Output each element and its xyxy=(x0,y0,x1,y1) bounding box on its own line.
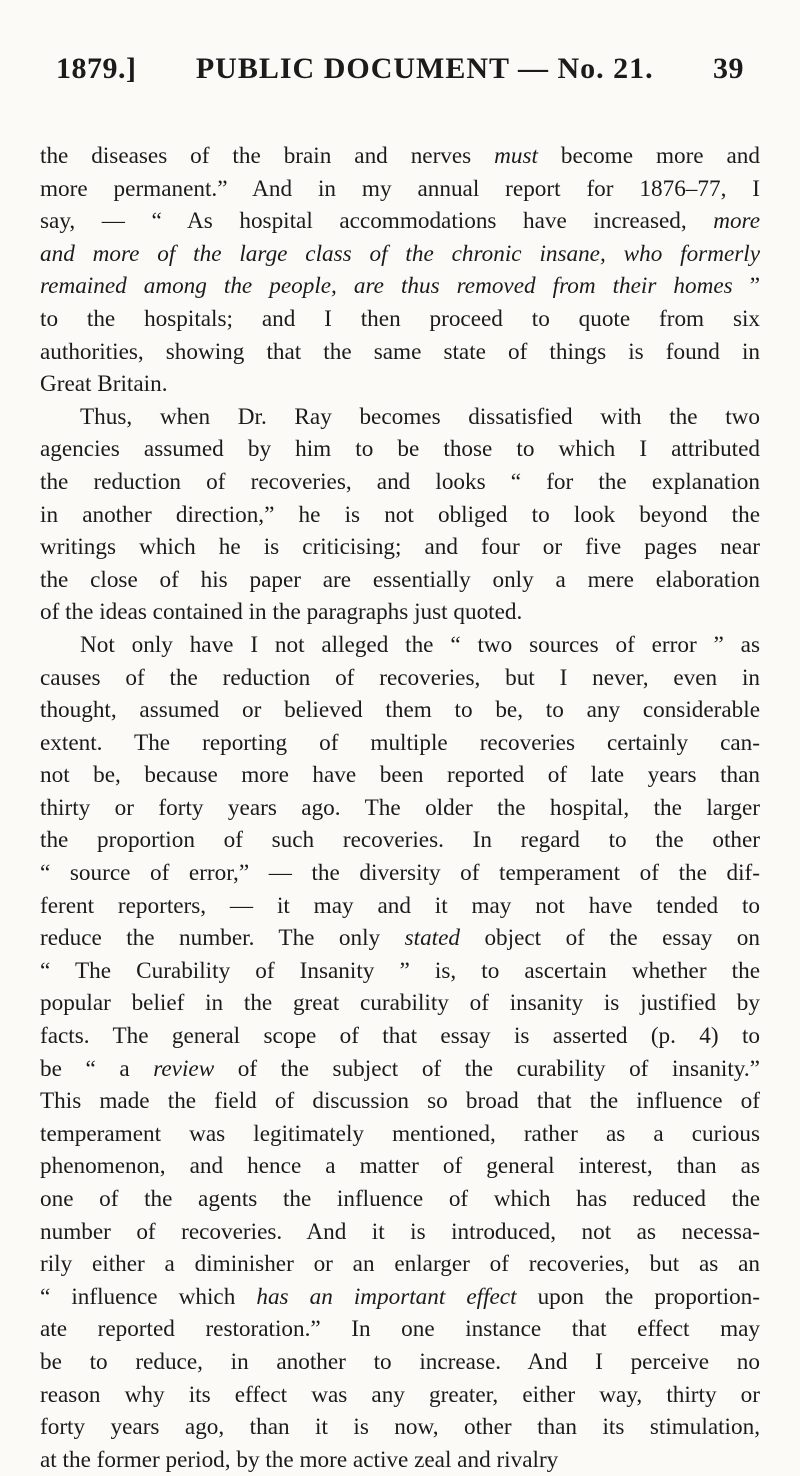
text-segment: ” xyxy=(732,273,760,300)
text-line xyxy=(40,1053,760,1086)
italic-text: remained among the people, are thus removed from their homes xyxy=(40,273,733,300)
text-line xyxy=(40,792,760,825)
text-line xyxy=(40,890,760,923)
text-segment: at the former period, by the more active zeal and rivalry xyxy=(40,1446,559,1473)
text-line xyxy=(40,759,760,792)
text-line xyxy=(40,205,760,238)
header-year: 1879.] xyxy=(56,52,137,85)
text-line xyxy=(40,564,760,597)
text-segment: thirty or forty years ago. The older the hospital, the larger xyxy=(40,794,760,821)
text-segment: the close of his paper are essentially only a mere elaboration xyxy=(40,566,760,593)
italic-text: and more of the large class of the chronic insane, who formerly xyxy=(40,240,760,267)
text-segment: be to reduce, in another to increase. And I perceive no xyxy=(40,1348,760,1375)
text-line xyxy=(40,1150,760,1183)
text-line xyxy=(40,1444,760,1476)
text-line xyxy=(40,1346,760,1379)
italic-text: has an important effect xyxy=(256,1283,517,1310)
text-segment: “ The Curability of Insanity ” is, to ascertain whether the xyxy=(40,957,760,984)
text-line xyxy=(40,1411,760,1444)
running-header xyxy=(56,52,744,86)
text-segment: to the hospitals; and I then proceed to quote from six xyxy=(40,305,760,332)
page-number: 39 xyxy=(713,52,744,85)
text-segment: number of recoveries. And it is introduced, not as necessa- xyxy=(40,1218,760,1245)
text-line xyxy=(40,1085,760,1118)
text-segment: of the subject of the curability of insanity.” xyxy=(214,1055,760,1082)
italic-text: more xyxy=(713,208,760,235)
text-segment: upon the proportion- xyxy=(516,1283,760,1310)
text-line xyxy=(40,499,760,532)
text-segment: causes of the reduction of recoveries, but I never, even in xyxy=(40,664,760,691)
text-line xyxy=(40,466,760,499)
text-segment: agencies assumed by him to be those to which I attributed xyxy=(40,436,760,463)
text-segment: This made the field of discussion so broad that the influence of xyxy=(40,1088,760,1115)
text-line xyxy=(40,922,760,955)
text-segment: the proportion of such recoveries. In regard to the other xyxy=(40,827,760,854)
text-segment: of the ideas contained in the paragraphs just quoted. xyxy=(40,599,523,626)
text-segment: extent. The reporting of multiple recoveries certainly can- xyxy=(40,729,760,756)
text-line xyxy=(40,1183,760,1216)
text-line xyxy=(40,401,760,434)
text-segment: reason why its effect was any greater, either way, thirty or xyxy=(40,1381,760,1408)
text-segment: Not only have I not alleged the “ two sources of error ” as xyxy=(80,631,760,658)
text-line xyxy=(40,694,760,727)
text-segment: rily either a diminisher or an enlarger of recoveries, but as an xyxy=(40,1251,760,1278)
italic-text: must xyxy=(494,143,538,169)
text-line xyxy=(40,368,760,401)
text-line xyxy=(40,987,760,1020)
text-segment: thought, assumed or believed them to be, to any considerable xyxy=(40,697,760,724)
text-segment: ate reported restoration.” In one instance that effect may xyxy=(40,1316,760,1343)
text-segment: “ source of error,” — the diversity of temperament of the dif- xyxy=(40,860,760,887)
text-line xyxy=(40,531,760,564)
header-title: PUBLIC DOCUMENT — No. 21. xyxy=(195,52,654,85)
italic-text: review xyxy=(153,1055,215,1082)
text-line xyxy=(40,1248,760,1281)
text-segment: not be, because more have been reported of late years than xyxy=(40,762,760,789)
text-line xyxy=(40,173,760,206)
text-segment: say, — “ As hospital accommodations have increased, xyxy=(40,208,714,235)
text-segment: “ influence which xyxy=(40,1283,257,1310)
text-segment: forty years ago, than it is now, other than its stimulation, xyxy=(40,1414,760,1441)
text-segment: ferent reporters, — it may and it may not have tended to xyxy=(40,892,760,919)
text-line xyxy=(40,1216,760,1249)
text-line xyxy=(40,270,760,303)
text-line xyxy=(40,140,760,173)
text-line xyxy=(40,727,760,760)
text-segment: Thus, when Dr. Ray becomes dissatisfied with the two xyxy=(80,403,760,430)
text-segment: reduce the number. The only xyxy=(40,925,405,952)
text-line xyxy=(40,1281,760,1314)
text-segment: facts. The general scope of that essay is asserted (p. 4) to xyxy=(40,1023,760,1050)
text-segment: the reduction of recoveries, and looks “ for the explanation xyxy=(40,468,760,495)
text-segment: popular belief in the great curability of insanity is justified by xyxy=(40,990,760,1017)
text-segment: become more and xyxy=(537,143,760,169)
text-line xyxy=(40,596,760,629)
italic-text: stated xyxy=(404,925,460,952)
text-line xyxy=(40,662,760,695)
text-segment: phenomenon, and hence a matter of general interest, than as xyxy=(40,1153,760,1180)
text-segment: writings which he is criticising; and four or five pages near xyxy=(40,534,760,561)
text-segment: Great Britain. xyxy=(40,371,168,398)
text-line xyxy=(40,955,760,988)
text-segment: object of the essay on xyxy=(460,925,760,952)
text-segment: one of the agents the influence of which has reduced the xyxy=(40,1186,760,1212)
text-segment: more permanent.” And in my annual report for 1876–77, I xyxy=(40,175,760,202)
text-line xyxy=(40,303,760,336)
text-segment: temperament was legitimately mentioned, rather as a curious xyxy=(40,1120,760,1147)
text-line xyxy=(40,1118,760,1151)
body-text xyxy=(40,140,760,1476)
text-segment: in another direction,” he is not obliged to look beyond the xyxy=(40,501,760,528)
text-line xyxy=(40,824,760,857)
text-segment: authorities, showing that the same state of things is found in xyxy=(40,338,760,365)
text-line xyxy=(40,433,760,466)
text-segment: be “ a xyxy=(40,1055,154,1082)
text-line xyxy=(40,1020,760,1053)
text-line xyxy=(40,1313,760,1346)
text-line xyxy=(40,857,760,890)
text-segment: the diseases of the brain and nerves xyxy=(40,143,495,169)
text-line xyxy=(40,1379,760,1412)
text-line xyxy=(40,238,760,271)
text-line xyxy=(40,629,760,662)
text-line xyxy=(40,336,760,369)
